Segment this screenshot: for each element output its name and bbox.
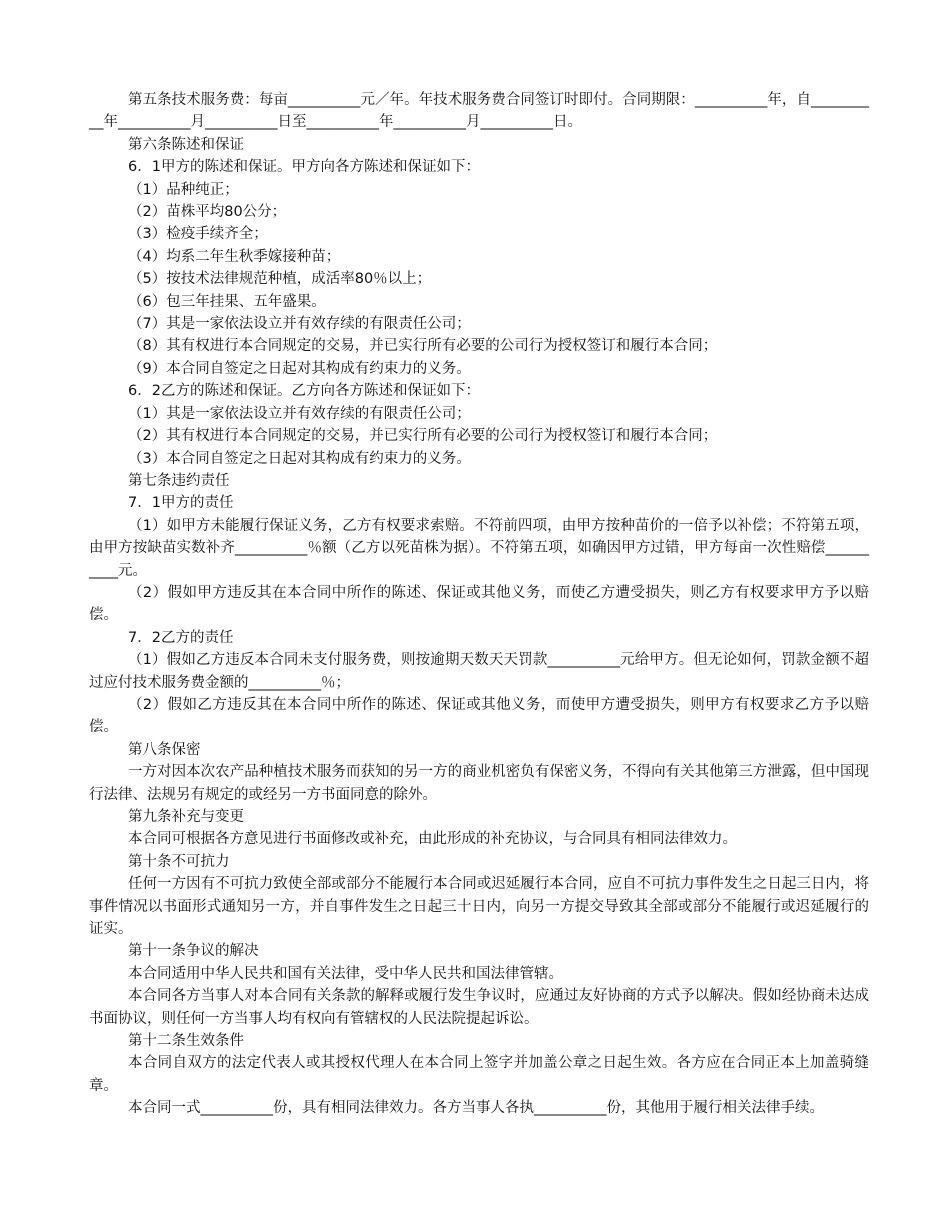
article-6-1-item: （1）品种纯正； — [128, 181, 239, 198]
article-8-body: 一方对因本次农产品种植技术服务而获知的另一方的商业机密负有保密义务，不得向有关其他第三方泄露，但中国现行法律、法规另有规定的或经另一方书面同意的除外。 — [89, 764, 869, 803]
article-6-2-item: （3）本合同自签定之日起对其构成有约束力的义务。 — [128, 450, 471, 467]
article-12-title: 第十二条生效条件 — [128, 1033, 244, 1050]
article-11-title: 第十一条争议的解决 — [128, 943, 259, 960]
article-12-body: 本合同自双方的法定代表人或其授权代理人在本合同上签字并加盖公章之日起生效。各方应在合同正本上加盖骑缝章。 — [89, 1055, 869, 1094]
article-7-2-item: （2）假如乙方违反其在本合同中所作的陈述、保证或其他义务，而使甲方遭受损失，则甲方有权要求乙方予以赔偿。 — [89, 696, 869, 736]
article-6-2-item: （1）其是一家依法设立并有效存续的有限责任公司； — [128, 405, 471, 422]
article-11-body: 本合同适用中华人民共和国有关法律，受中华人民共和国法律管辖。 — [128, 965, 563, 982]
article-7-1-item: （1）如甲方未能履行保证义务，乙方有权要求索赔。不符前四项，由甲方按种苗价的一倍予以补偿；不符第五项，由甲方按缺苗实数补齐__________％额（乙方以死苗株为据）。不符第五项，如确因甲方过错，甲方每亩一次性赔偿__________元。 — [89, 517, 869, 579]
article-9-body: 本合同可根据各方意见进行书面修改或补充，由此形成的补充协议，与合同具有相同法律效力。 — [128, 831, 737, 848]
article-7-2: 7．2乙方的责任 — [128, 629, 234, 646]
article-6-1-item: （7）其是一家依法设立并有效存续的有限责任公司； — [128, 316, 471, 333]
article-9-title: 第九条补充与变更 — [128, 809, 244, 825]
article-7-1-item: （2）假如甲方违反其在本合同中所作的陈述、保证或其他义务，而使乙方遭受损失，则乙方有权要求甲方予以赔偿。 — [89, 584, 869, 624]
article-8-title: 第八条保密 — [128, 741, 201, 758]
article-5-service-fee: 第五条技术服务费：每亩__________元／年。年技术服务费合同签订时即付。合同期限：__________年，自__________年__________月__________日至__________年__________月__________日。 — [89, 92, 869, 131]
article-6-1-item: （8）其有权进行本合同规定的交易，并已实行所有必要的公司行为授权签订和履行本合同； — [128, 338, 718, 355]
contract-body — [89, 89, 869, 1120]
article-6-title: 第六条陈述和保证 — [128, 136, 244, 153]
article-7-title: 第七条违约责任 — [128, 472, 230, 489]
article-10-title: 第十条不可抗力 — [128, 853, 230, 870]
article-6-1-item: （4）均系二年生秋季嫁接种苗； — [128, 248, 341, 265]
article-6-1-item: （9）本合同自签定之日起对其构成有约束力的义务。 — [128, 360, 471, 377]
article-6-1-item: （3）检疫手续齐全； — [128, 226, 268, 243]
article-6-1: 6．1甲方的陈述和保证。甲方向各方陈述和保证如下： — [128, 159, 480, 176]
article-12-body: 本合同一式__________份，具有相同法律效力。各方当事人各执__________份，其他用于履行相关法律手续。 — [128, 1100, 824, 1117]
article-6-1-item: （5）按技术法律规范种植，成活率80％以上； — [128, 271, 432, 288]
article-11-body: 本合同各方当事人对本合同有关条款的解释或履行发生争议时，应通过友好协商的方式予以解决。假如经协商未达成书面协议，则任何一方当事人均有权向有管辖权的人民法院提起诉讼。 — [89, 988, 869, 1027]
article-7-1: 7．1甲方的责任 — [128, 495, 234, 512]
article-10-body: 任何一方因有不可抗力致使全部或部分不能履行本合同或迟延履行本合同，应自不可抗力事件发生之日起三日内，将事件情况以书面形式通知另一方，并自事件发生之日起三十日内，向另一方提交导致其全部或部分不能履行或迟延履行的证实。 — [89, 876, 869, 938]
article-7-2-item: （1）假如乙方违反本合同未支付服务费，则按逾期天数天天罚款__________元给甲方。但无论如何，罚款金额不超过应付技术服务费金额的__________％； — [89, 652, 869, 691]
article-6-2: 6．2乙方的陈述和保证。乙方向各方陈述和保证如下： — [128, 383, 480, 400]
article-6-2-item: （2）其有权进行本合同规定的交易，并已实行所有必要的公司行为授权签订和履行本合同； — [128, 428, 718, 445]
article-6-1-item: （6）包三年挂果、五年盛果。 — [128, 293, 326, 310]
article-6-1-item: （2）苗株平均80公分； — [128, 204, 287, 221]
